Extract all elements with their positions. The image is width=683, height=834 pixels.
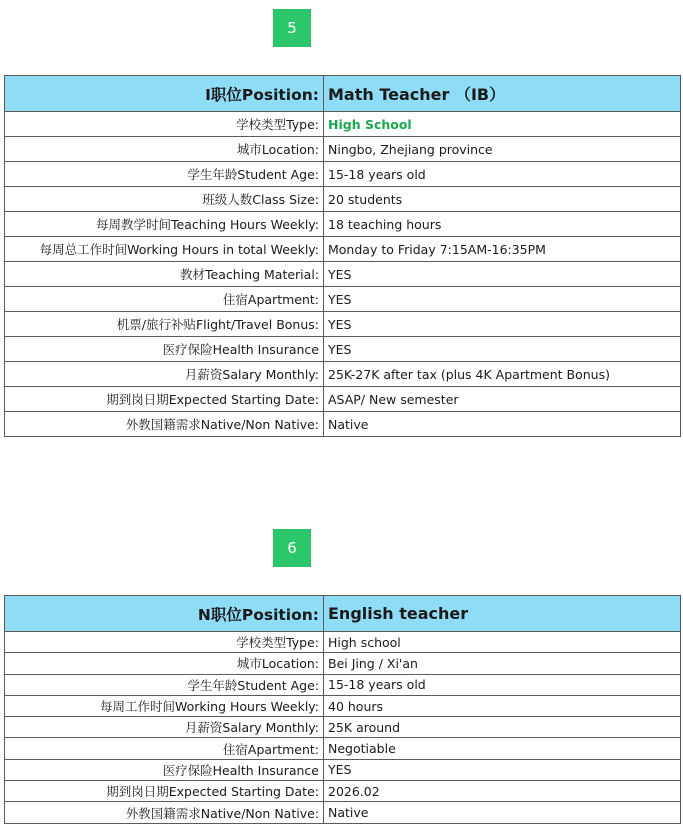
field-value: Native [324,412,681,437]
field-value: 25K-27K after tax (plus 4K Apartment Bonus) [324,362,681,387]
field-label: 外教国籍需求Native/Non Native: [5,412,324,437]
table-row [5,717,681,738]
field-label: 教材Teaching Material: [5,262,324,287]
listing-number-badge: 5 [273,9,311,47]
field-label: 城市Location: [5,653,324,674]
field-value: Bei Jing / Xi'an [324,653,681,674]
field-value: Ningbo, Zhejiang province [324,137,681,162]
table-row [5,287,681,312]
table-row [5,337,681,362]
table-row [5,237,681,262]
field-label: 城市Location: [5,137,324,162]
job-listing-table [4,75,681,437]
table-row [5,802,681,823]
field-value: YES [324,759,681,780]
field-value: 40 hours [324,695,681,716]
job-listing-table [4,595,681,824]
field-value: Negotiable [324,738,681,759]
table-header-row [5,76,681,112]
field-label: 学生年龄Student Age: [5,162,324,187]
table-row [5,387,681,412]
table-row [5,674,681,695]
field-value: 25K around [324,717,681,738]
field-label: 学校类型Type: [5,112,324,137]
field-label: 月薪资Salary Monthly: [5,362,324,387]
position-value: English teacher [324,596,681,632]
field-label: 每周教学时间Teaching Hours Weekly: [5,212,324,237]
field-label: 机票/旅行补贴Flight/Travel Bonus: [5,312,324,337]
field-value: YES [324,262,681,287]
table-row [5,312,681,337]
field-value: 18 teaching hours [324,212,681,237]
table-row [5,695,681,716]
table-header-row [5,596,681,632]
table-row [5,362,681,387]
field-value: Native [324,802,681,823]
field-value: Monday to Friday 7:15AM-16:35PM [324,237,681,262]
position-value: Math Teacher （IB） [324,76,681,112]
table-row [5,137,681,162]
table-row [5,738,681,759]
field-label: 外教国籍需求Native/Non Native: [5,802,324,823]
table-row [5,412,681,437]
field-label: 每周总工作时间Working Hours in total Weekly: [5,237,324,262]
position-label: I职位Position: [5,76,324,112]
field-value: 15-18 years old [324,674,681,695]
field-label: 每周工作时间Working Hours Weekly: [5,695,324,716]
table-row [5,653,681,674]
field-value: YES [324,337,681,362]
field-label: 住宿Apartment: [5,738,324,759]
field-label: 住宿Apartment: [5,287,324,312]
field-label: 医疗保险Health Insurance [5,759,324,780]
field-value: 20 students [324,187,681,212]
table-row [5,759,681,780]
field-label: 期到岗日期Expected Starting Date: [5,387,324,412]
field-value: 15-18 years old [324,162,681,187]
field-value: ASAP/ New semester [324,387,681,412]
table-row [5,781,681,802]
field-value: YES [324,312,681,337]
field-label: 班级人数Class Size: [5,187,324,212]
listing-number-badge: 6 [273,529,311,567]
field-label: 学生年龄Student Age: [5,674,324,695]
table-row [5,162,681,187]
table-row [5,187,681,212]
position-label: N职位Position: [5,596,324,632]
table-row [5,632,681,653]
table-row [5,212,681,237]
field-label: 医疗保险Health Insurance [5,337,324,362]
table-row [5,262,681,287]
field-value: 2026.02 [324,781,681,802]
field-value: High School [324,112,681,137]
field-label: 月薪资Salary Monthly: [5,717,324,738]
field-value: High school [324,632,681,653]
table-row [5,112,681,137]
field-value: YES [324,287,681,312]
field-label: 学校类型Type: [5,632,324,653]
field-label: 期到岗日期Expected Starting Date: [5,781,324,802]
